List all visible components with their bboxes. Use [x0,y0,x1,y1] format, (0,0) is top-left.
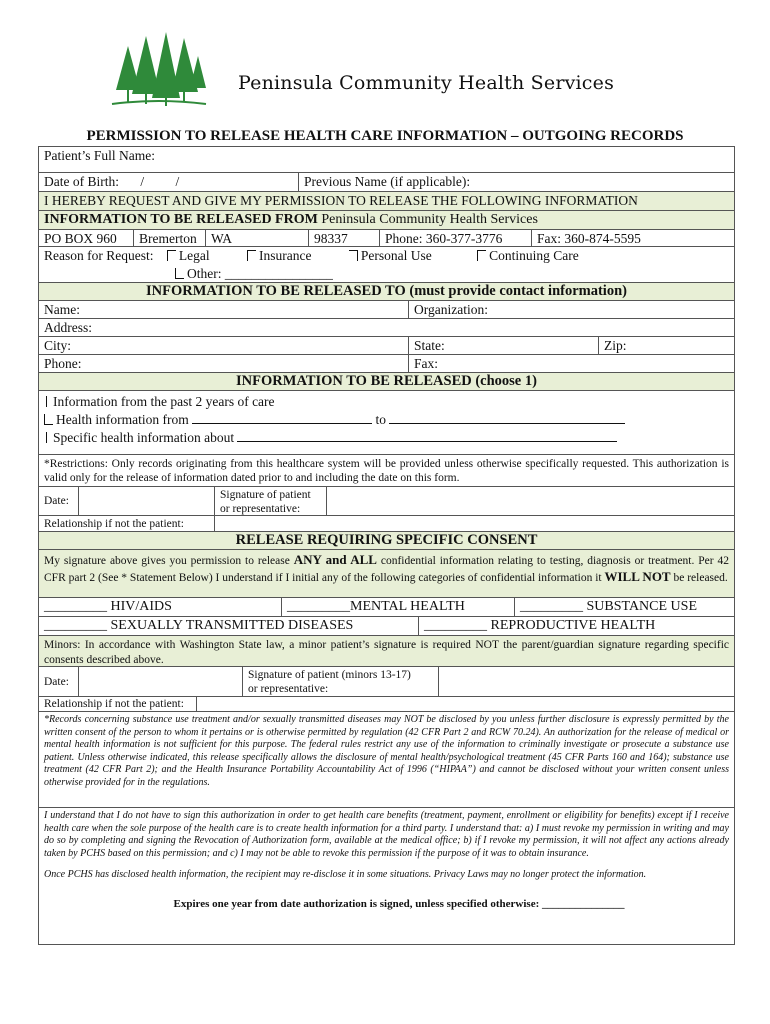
form-title: PERMISSION TO RELEASE HEALTH CARE INFORMATION – OUTGOING RECORDS [86,128,684,144]
sig2-signature-label: Signature of patient (minors 13-17) or representative: [243,667,439,696]
relationship-2-label: Relationship if not the patient: [39,697,197,711]
other-checkbox[interactable] [175,268,184,279]
relationship-1-label: Relationship if not the patient: [39,516,215,531]
date-to-field[interactable] [389,411,625,424]
expiration-statement[interactable]: Expires one year from date authorization is signed, unless specified otherwise: _______________ [173,897,625,910]
from-fax: Fax: 360-874-5595 [537,231,641,246]
insurance-checkbox[interactable] [247,250,256,261]
to-fax-field[interactable]: Fax: [414,356,439,371]
relationship-row-1 [39,516,734,532]
relationship-1-field[interactable] [215,516,734,531]
past-2-years-checkbox[interactable] [46,396,47,407]
to-name-field[interactable]: Name: [39,301,409,318]
option-specific-info[interactable]: Specific health information about [44,429,729,447]
previous-name-field[interactable] [299,173,734,191]
relationship-2-field[interactable] [197,697,734,711]
patient-name-row[interactable] [39,147,734,173]
po-box: PO BOX 960 [39,230,134,246]
to-phone-field[interactable]: Phone: [39,355,409,372]
relationship-row-2 [39,697,734,712]
dob-field[interactable]: Date of Birth: / / [39,173,299,191]
mental-health-initial-field[interactable]: _________MENTAL HEALTH [282,598,515,616]
reason-row: Reason for Request: Legal Insurance Personal Use Continuing Care [44,248,579,263]
sig1-date-field[interactable] [79,487,215,515]
to-state-field[interactable]: State: [409,337,599,354]
consent-categories-row-1 [39,598,734,617]
sig1-date-label: Date: [39,487,79,515]
continuing-care-checkbox[interactable] [477,250,486,261]
organization-name: Peninsula Community Health Services [238,72,615,94]
information-released-heading: INFORMATION TO BE RELEASED (choose 1) [39,373,734,391]
from-phone: Phone: 360-377-3776 [380,230,532,246]
sig2-date-label: Date: [39,667,79,696]
signature-row-2 [39,667,734,697]
option-date-range[interactable]: Health information from to [44,411,729,429]
redisclose-paragraph: Once PCHS has disclosed health information, the recipient may re-disclose it in some situations. Privacy Laws may no longer protect the information. [44,869,647,881]
date-from-field[interactable] [192,411,372,424]
to-organization-field[interactable]: Organization: [414,302,488,317]
from-state: WA [206,230,309,246]
std-initial-field[interactable]: _________ SEXUALLY TRANSMITTED DISEASES [39,617,419,635]
legal-checkbox[interactable] [167,250,176,261]
sig1-signature-label: Signature of patient or representative: [215,487,327,515]
date-range-checkbox[interactable] [44,414,53,425]
other-field[interactable]: Other: ________________ [187,266,333,281]
to-address-row[interactable]: Address: [39,319,734,337]
records-note: *Records concerning substance use treatment and/or sexually transmitted diseases may NOT be disclosed by you unless further disclosure is expressly permitted by the written consent of the person to whom it pertains or is otherwise permitted by regulation (42 CFR Part 2 and RCW 70.24). An authorization for the release of medical or mental health information is not sufficient for this purpose. The federal rules restrict any use of the information to criminally investigate or prosecute a substance use patient. Unless otherwise indicated, this release specifically allows the disclosure of mental health/psychological treatment (45 CFR Parts 160 and 164); substance use treatment (42 CFR Part 2); and the Health Insurance Portability Accountability Act of 1996 (“HIPAA”) and cannot be disclosed without your written consent unless otherwise provided for in the regulations. [39,712,734,808]
from-city: Bremerton [134,230,206,246]
specific-info-checkbox[interactable] [46,432,47,443]
reason-other-row [39,265,734,283]
reason-label: Reason for Request: [44,248,154,263]
consent-statement: My signature above gives you permission to release ANY and ALL confidential information relating to testing, diagnosis or treatment. Per 42 CFR part 2 (See * Statement Below) I understand if I initial any of the following categories of confidential information it WILL NOT be released. [39,550,734,598]
previous-name-label: Previous Name (if applicable): [304,174,471,189]
to-phone-row [39,355,734,373]
dob-label: Date of Birth: [44,174,119,189]
minors-note: Minors: In accordance with Washington State law, a minor patient’s signature is required NOT the parent/guardian signature regarding specific consents described above. [39,636,734,667]
request-statement: I HEREBY REQUEST AND GIVE MY PERMISSION TO RELEASE THE FOLLOWING INFORMATION [39,192,734,211]
understand-paragraph: I understand that I do not have to sign this authorization in order to get health care benefits (treatment, payment, enrollment or eligibility for benefits) except if I receive health care when the sole purpose of the health care is to create health information for a third party. I understand that: a) I must revoke my permission in writing and may do so by completing and signing the Revocation of Authorization form, available at the medical office; b) if I revoke my permission, it will not affect any actions already taken by PCHS based on this permission; and c) I may not be able to revoke this permission if the purpose of it was to obtain insurance. [44,810,729,859]
hiv-initial-field[interactable]: _________ HIV/AIDS [39,598,282,616]
release-options [39,391,734,455]
to-city-field[interactable]: City: [39,337,409,354]
release-form [38,146,735,945]
sig2-date-field[interactable] [79,667,243,696]
personal-use-checkbox[interactable] [349,250,358,261]
pchs-address-row [39,229,734,247]
specific-consent-heading: RELEASE REQUIRING SPECIFIC CONSENT [39,532,734,550]
reproductive-health-initial-field[interactable]: _________ REPRODUCTIVE HEALTH [424,618,656,633]
released-from-heading: INFORMATION TO BE RELEASED FROM Peninsula Community Health Services [39,211,734,229]
to-city-row [39,337,734,355]
dob-row [39,173,734,192]
consent-categories-row-2 [39,617,734,636]
substance-use-initial-field[interactable]: _________ SUBSTANCE USE [520,599,698,614]
option-past-2-years[interactable]: Information from the past 2 years of care [44,393,729,411]
sig1-signature-field[interactable] [327,487,734,515]
signature-row-1 [39,487,734,516]
released-to-heading: INFORMATION TO BE RELEASED TO (must provide contact information) [39,283,734,301]
to-name-row [39,301,734,319]
patient-name-label: Patient’s Full Name: [44,148,155,163]
specific-info-field[interactable] [237,429,617,442]
sig2-signature-field[interactable] [439,667,734,696]
pchs-logo-trees-icon [108,28,208,108]
to-zip-field[interactable]: Zip: [604,338,627,353]
from-zip: 98337 [309,230,380,246]
authorization-terms [39,808,734,944]
restrictions-note: *Restrictions: Only records originating from this healthcare system will be provided unless otherwise specifically requested. This authorization is valid only for the release of information dated prior to and including the date on this form. [39,455,734,487]
